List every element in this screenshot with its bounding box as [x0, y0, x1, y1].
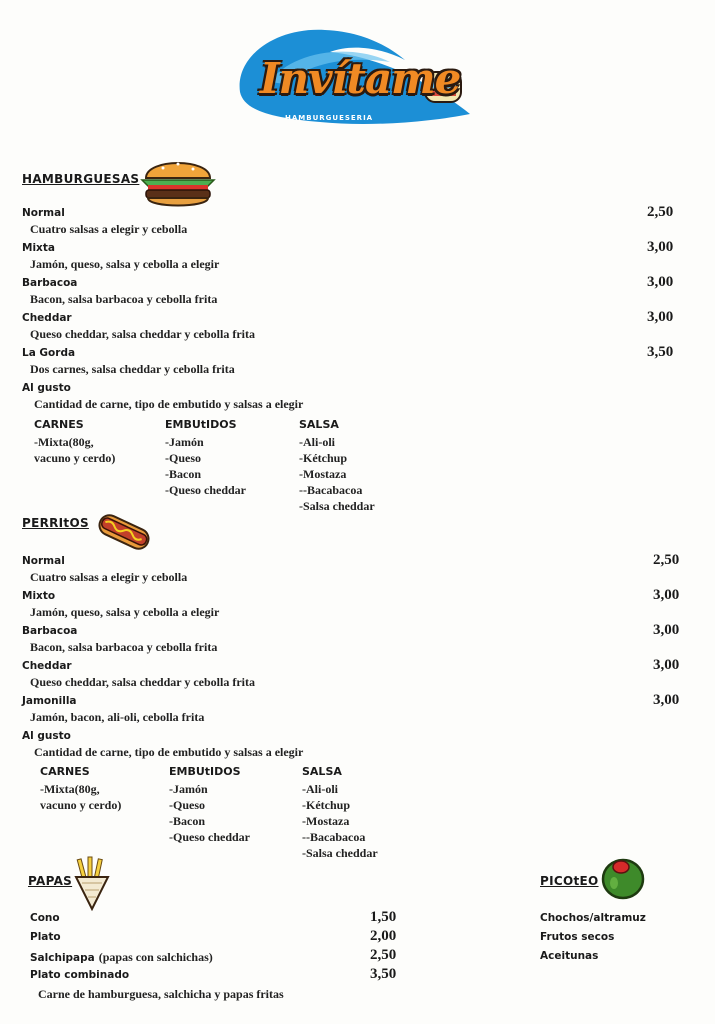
item-price: 3,00: [653, 622, 680, 638]
item-price: 2,50: [647, 204, 674, 220]
papas-item-price: 1,50: [370, 909, 397, 925]
item-name: Barbacoa: [22, 277, 78, 289]
item-price: 3,50: [647, 344, 674, 360]
item-desc: Cantidad de carne, tipo de embutido y salsas a elegir: [34, 397, 304, 411]
papas-item-name: Salchipapa (papas con salchichas): [30, 950, 213, 964]
item-desc: Dos carnes, salsa cheddar y cebolla frita: [30, 362, 235, 376]
option-col-carnes-line: -Mixta(80g,: [34, 435, 94, 449]
section-title-picoteo: PICOtEO: [540, 874, 599, 888]
picoteo-item: Aceitunas: [540, 950, 599, 962]
papas-item-name: Cono: [30, 912, 60, 924]
option-col-embutidos-line: -Queso cheddar: [165, 483, 246, 497]
papas-item-price: 3,50: [370, 966, 397, 982]
item-price: 3,00: [647, 274, 674, 290]
item-price: 2,50: [653, 552, 680, 568]
logo-subtitle: HAMBURGUESERIA: [285, 114, 374, 122]
option-col-salsa-title: SALSA: [302, 765, 342, 778]
option-col-salsa-line: -Kétchup: [302, 798, 350, 812]
section-title-hamburguesas: HAMBURGUESAS: [22, 172, 140, 186]
option-col-embutidos-line: -Jamón: [165, 435, 204, 449]
item-price: 3,00: [647, 239, 674, 255]
section-title-perritos: PERRItOS: [22, 516, 89, 530]
fries-cone-icon: [72, 855, 112, 911]
item-desc: Jamón, queso, salsa y cebolla a elegir: [30, 257, 220, 271]
option-col-salsa-line: --Bacabacoa: [302, 830, 366, 844]
option-col-salsa-line: -Kétchup: [299, 451, 347, 465]
option-col-carnes-title: CARNES: [40, 765, 90, 778]
papas-item-name: Plato combinado: [30, 969, 130, 981]
olive-icon: [600, 855, 646, 901]
option-col-salsa-line: -Mostaza: [302, 814, 350, 828]
option-col-salsa-line: -Salsa cheddar: [299, 499, 375, 513]
item-desc: Cuatro salsas a elegir y cebolla: [30, 222, 188, 236]
item-desc: Queso cheddar, salsa cheddar y cebolla frita: [30, 675, 256, 689]
logo: [230, 22, 475, 132]
option-col-embutidos-title: EMBUtIDOS: [165, 418, 237, 431]
option-col-carnes-line: vacuno y cerdo): [40, 798, 122, 812]
item-desc: Jamón, queso, salsa y cebolla a elegir: [30, 605, 220, 619]
item-name: Normal: [22, 207, 65, 219]
logo-name: Invítame: [260, 54, 461, 103]
papas-item-price: 2,50: [370, 947, 397, 963]
picoteo-item: Frutos secos: [540, 931, 615, 943]
option-col-embutidos-line: -Queso: [169, 798, 205, 812]
picoteo-item: Chochos/altramuz: [540, 912, 646, 924]
item-name: Mixto: [22, 590, 56, 602]
item-desc: Queso cheddar, salsa cheddar y cebolla frita: [30, 327, 256, 341]
item-name: Mixta: [22, 242, 55, 254]
option-col-embutidos-line: -Bacon: [165, 467, 201, 481]
papas-item-note: (papas con salchichas): [98, 950, 213, 964]
item-price: 3,00: [647, 309, 674, 325]
option-col-embutidos-line: -Queso cheddar: [169, 830, 250, 844]
option-col-embutidos-line: -Jamón: [169, 782, 208, 796]
item-desc: Bacon, salsa barbacoa y cebolla frita: [30, 292, 218, 306]
item-name: La Gorda: [22, 347, 76, 359]
burger-icon: [138, 150, 218, 212]
item-price: 3,00: [653, 657, 680, 673]
option-col-carnes-line: -Mixta(80g,: [40, 782, 100, 796]
papas-combinado-desc: Carne de hamburguesa, salchicha y papas fritas: [38, 987, 284, 1001]
option-col-embutidos-line: -Queso: [165, 451, 201, 465]
option-col-salsa-line: -Ali-oli: [302, 782, 338, 796]
section-title-papas: PAPAS: [28, 874, 73, 888]
option-col-salsa-line: --Bacabacoa: [299, 483, 363, 497]
item-price: 3,00: [653, 692, 680, 708]
option-col-salsa-line: -Ali-oli: [299, 435, 335, 449]
item-desc: Cantidad de carne, tipo de embutido y salsas a elegir: [34, 745, 304, 759]
item-name: Jamonilla: [22, 695, 77, 707]
hotdog-icon: [94, 508, 154, 556]
papas-item-price: 2,00: [370, 928, 397, 944]
option-col-carnes-line: vacuno y cerdo): [34, 451, 116, 465]
item-desc: Jamón, bacon, ali-oli, cebolla frita: [30, 710, 205, 724]
papas-item-name: Plato: [30, 931, 61, 943]
item-price: 3,00: [653, 587, 680, 603]
item-name: Normal: [22, 555, 65, 567]
item-desc: Cuatro salsas a elegir y cebolla: [30, 570, 188, 584]
item-desc: Bacon, salsa barbacoa y cebolla frita: [30, 640, 218, 654]
option-col-salsa-line: -Mostaza: [299, 467, 347, 481]
option-col-embutidos-line: -Bacon: [169, 814, 205, 828]
item-name: Al gusto: [22, 730, 71, 742]
option-col-embutidos-title: EMBUtIDOS: [169, 765, 241, 778]
option-col-salsa-title: SALSA: [299, 418, 339, 431]
item-name: Al gusto: [22, 382, 71, 394]
item-name: Barbacoa: [22, 625, 78, 637]
option-col-carnes-title: CARNES: [34, 418, 84, 431]
option-col-salsa-line: -Salsa cheddar: [302, 846, 378, 860]
item-name: Cheddar: [22, 660, 72, 672]
item-name: Cheddar: [22, 312, 72, 324]
